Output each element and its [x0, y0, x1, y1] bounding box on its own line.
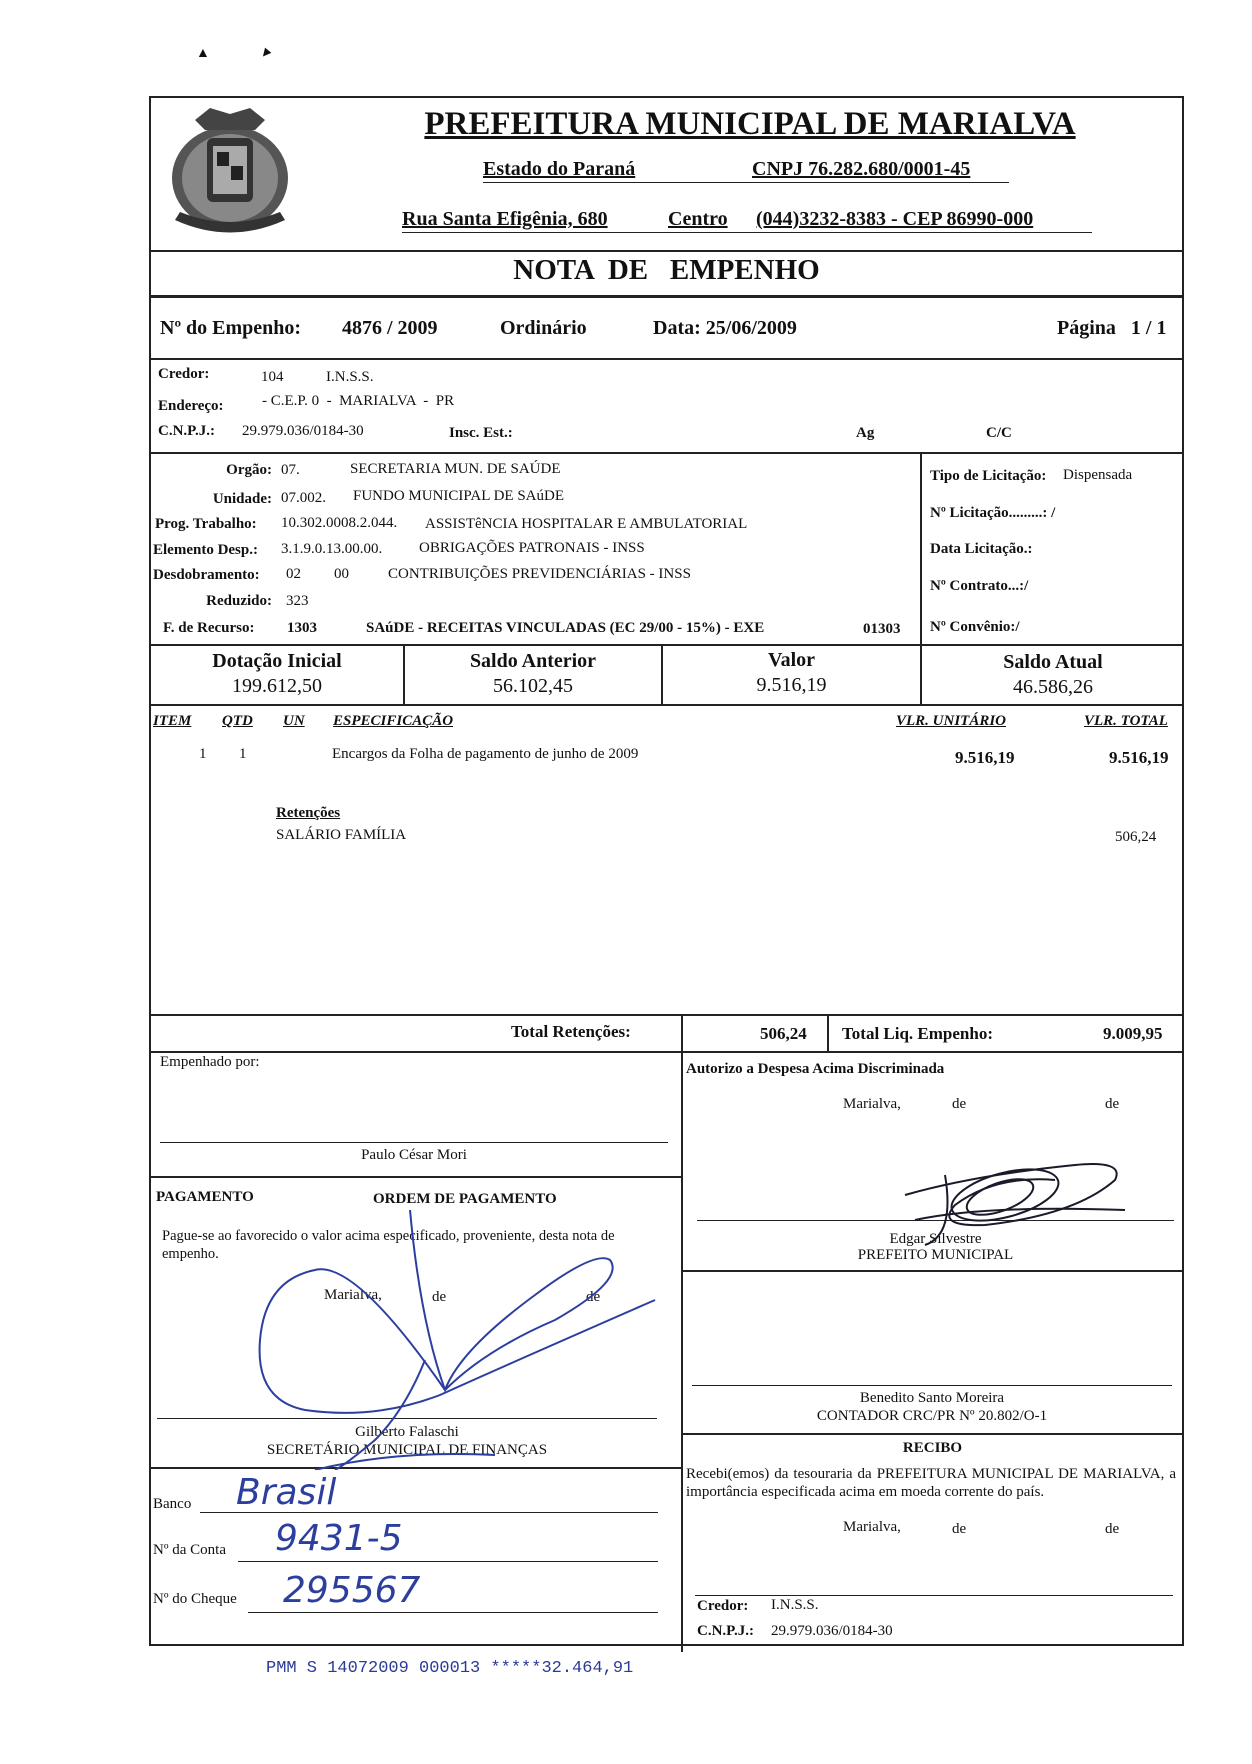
contador-title: CONTADOR CRC/PR Nº 20.802/O-1 — [816, 1408, 1048, 1424]
signature-line — [692, 1385, 1172, 1386]
signature-line — [160, 1142, 668, 1143]
fonte-desc: SAúDE - RECEITAS VINCULADAS (EC 29/00 - 15%) - EXE — [366, 620, 765, 636]
divider — [149, 1051, 1184, 1053]
endereco-label: Endereço: — [158, 398, 224, 414]
saldo-atual-value: 46.586,26 — [1013, 676, 1093, 698]
divider — [681, 1270, 1184, 1272]
tipo-licitacao-label: Tipo de Licitação: — [930, 468, 1047, 484]
valor-value: 9.516,19 — [756, 674, 827, 696]
data-licitacao: Data Licitação.: — [930, 541, 1033, 557]
recibo-text: Recebi(emos) da tesouraria da PREFEITURA MUNICIPAL DE MARIALVA, a importância especificada acima em moeda corrente do país. — [686, 1466, 1176, 1500]
divider — [681, 1433, 1184, 1435]
divider — [149, 1176, 681, 1178]
reduzido-value: 323 — [286, 593, 309, 609]
address: Rua Santa Efigênia, 680 — [402, 208, 608, 230]
divider — [149, 452, 1184, 454]
saldo-anterior-value: 56.102,45 — [493, 675, 573, 697]
col-especificacao-header: ESPECIFICAÇÃO — [333, 713, 454, 729]
prefeito-name: Edgar Silvestre — [889, 1231, 982, 1247]
autorizo-city: Marialva, — [843, 1096, 901, 1112]
desdobramento-desc: CONTRIBUIÇÕES PREVIDENCIÁRIAS - INSS — [388, 566, 691, 582]
empenhado-por-label: Empenhado por: — [160, 1054, 260, 1070]
conta-label: Nº da Conta — [153, 1542, 226, 1558]
prog-desc: ASSISTêNCIA HOSPITALAR E AMBULATORIAL — [425, 516, 748, 532]
payment-stamp: PMM S 14072009 000013 *****32.464,91 — [266, 1659, 634, 1678]
desdobramento-code: 02 — [286, 566, 301, 582]
recibo-city: Marialva, — [843, 1519, 901, 1535]
divider — [149, 295, 1184, 298]
endereco-value: - C.E.P. 0 - MARIALVA - PR — [262, 393, 455, 409]
credor-label: Credor: — [158, 366, 210, 382]
col-qtd-header: QTD — [222, 713, 253, 729]
retencao-description: SALÁRIO FAMÍLIA — [276, 827, 407, 843]
elemento-desc: OBRIGAÇÕES PATRONAIS - INSS — [419, 540, 645, 556]
empenho-type: Ordinário — [500, 317, 587, 339]
valor-label: Valor — [767, 649, 816, 671]
municipal-coat-of-arms — [155, 100, 305, 250]
prefeito-signature — [895, 1135, 1140, 1255]
recibo-credor-label: Credor: — [697, 1598, 749, 1614]
secretario-title: SECRETÁRIO MUNICIPAL DE FINANÇAS — [266, 1442, 548, 1458]
recibo-credor-value: I.N.S.S. — [771, 1597, 819, 1613]
municipality-title: PREFEITURA MUNICIPAL DE MARIALVA — [424, 106, 1076, 142]
empenho-label: Nº do Empenho: — [160, 317, 302, 339]
orgao-code: 07. — [281, 462, 300, 478]
divider — [149, 358, 1184, 360]
item-description: Encargos da Folha de pagamento de junho de 2009 — [332, 746, 639, 762]
pagamento-de-2: de — [586, 1289, 601, 1305]
col-un-header: UN — [283, 713, 305, 729]
cheque-line — [248, 1612, 658, 1613]
dotacao-label: Dotação Inicial — [212, 650, 342, 672]
divider — [920, 452, 922, 644]
insc-label: Insc. Est.: — [449, 425, 513, 441]
numero-licitacao: Nº Licitação.........: / — [930, 505, 1056, 521]
underline — [402, 232, 1092, 233]
fonte-label: F. de Recurso: — [163, 620, 255, 636]
empenho-number: 4876 / 2009 — [342, 317, 438, 339]
elemento-code: 3.1.9.0.13.00.00. — [281, 541, 383, 557]
scan-speck: ▲ — [196, 46, 210, 61]
document-title: NOTA DE EMPENHO — [513, 254, 820, 286]
page-number: Página 1 / 1 — [1057, 317, 1167, 339]
district: Centro — [668, 208, 728, 230]
fonte-number: 01303 — [863, 621, 901, 637]
orgao-desc: SECRETARIA MUN. DE SAÚDE — [350, 461, 561, 477]
total-retencoes-value: 506,24 — [760, 1024, 807, 1043]
empenho-date: Data: 25/06/2009 — [653, 317, 797, 339]
unidade-label: Unidade: — [212, 491, 272, 507]
autorizo-de-2: de — [1105, 1096, 1120, 1112]
divider — [149, 250, 1184, 252]
recibo-cnpj-label: C.N.P.J.: — [697, 1623, 754, 1639]
underline — [483, 182, 1009, 183]
divider — [827, 1014, 829, 1051]
col-item-header: ITEM — [153, 713, 192, 729]
total-retencoes-label: Total Retenções: — [511, 1022, 631, 1041]
item-total-value: 9.516,19 — [1109, 748, 1169, 767]
cheque-handwritten: 295567 — [283, 1570, 421, 1611]
divider — [149, 704, 1184, 706]
secretario-name: Gilberto Falaschi — [355, 1424, 459, 1440]
ag-label: Ag — [856, 425, 875, 441]
credor-name: I.N.S.S. — [326, 369, 374, 385]
contador-name: Benedito Santo Moreira — [859, 1390, 1005, 1406]
col-vlr-unitario-header: VLR. UNITÁRIO — [896, 713, 1007, 729]
pagamento-city: Marialva, — [324, 1287, 382, 1303]
recibo-de-1: de — [952, 1521, 967, 1537]
pagamento-de-1: de — [432, 1289, 447, 1305]
saldo-anterior-label: Saldo Anterior — [469, 650, 597, 672]
total-liquido-value: 9.009,95 — [1103, 1024, 1163, 1043]
numero-contrato: Nº Contrato...:/ — [930, 578, 1029, 594]
autorizo-de-1: de — [952, 1096, 967, 1112]
elemento-label: Elemento Desp.: — [153, 542, 258, 558]
saldo-atual-label: Saldo Atual — [1003, 651, 1103, 673]
recibo-cnpj-value: 29.979.036/0184-30 — [771, 1623, 893, 1639]
reduzido-label: Reduzido: — [206, 593, 272, 609]
banco-handwritten: Brasil — [236, 1472, 337, 1513]
divider — [149, 1014, 1184, 1016]
numero-convenio: Nº Convênio:/ — [930, 619, 1020, 635]
prog-code: 10.302.0008.2.044. — [281, 515, 398, 531]
desdobramento-label: Desdobramento: — [153, 567, 260, 583]
col-vlr-total-header: VLR. TOTAL — [1084, 713, 1168, 729]
ordem-pagamento-title: ORDEM DE PAGAMENTO — [373, 1191, 557, 1207]
tipo-licitacao-value: Dispensada — [1063, 467, 1133, 483]
signature-line — [695, 1595, 1173, 1596]
cnpj-label: C.N.P.J.: — [158, 423, 215, 439]
item-unit-value: 9.516,19 — [955, 748, 1015, 767]
conta-handwritten: 9431-5 — [275, 1518, 403, 1559]
prefeito-title: PREFEITO MUNICIPAL — [857, 1247, 1014, 1263]
cc-label: C/C — [986, 425, 1012, 441]
fonte-code: 1303 — [287, 620, 317, 636]
empenhado-por-name: Paulo César Mori — [361, 1147, 467, 1163]
recibo-title: RECIBO — [902, 1440, 963, 1456]
prog-label: Prog. Trabalho: — [155, 516, 257, 532]
total-liquido-label: Total Liq. Empenho: — [842, 1024, 993, 1043]
phone-cep: (044)3232-8383 - CEP 86990-000 — [756, 208, 1034, 230]
state-name: Estado do Paraná — [483, 158, 636, 180]
scan-speck: ▼ — [255, 43, 276, 64]
dotacao-value: 199.612,50 — [232, 675, 322, 697]
secretario-signature — [255, 1200, 665, 1470]
orgao-label: Orgão: — [226, 462, 272, 478]
retencao-value: 506,24 — [1115, 829, 1157, 845]
desdobramento-sub: 00 — [334, 566, 349, 582]
autorizo-text: Autorizo a Despesa Acima Discriminada — [686, 1061, 945, 1077]
credor-code: 104 — [261, 369, 284, 385]
pagamento-text: Pague-se ao favorecido o valor acima especificado, proveniente, desta nota de empenho. — [162, 1228, 615, 1262]
conta-line — [238, 1561, 658, 1562]
divider — [149, 644, 1184, 646]
cnpj-value: 29.979.036/0184-30 — [242, 423, 364, 439]
cheque-label: Nº do Cheque — [153, 1591, 237, 1607]
banco-label: Banco — [153, 1496, 192, 1512]
pagamento-label: PAGAMENTO — [156, 1189, 254, 1205]
unidade-code: 07.002. — [281, 490, 326, 506]
unidade-desc: FUNDO MUNICIPAL DE SAúDE — [353, 488, 564, 504]
item-qtd: 1 — [239, 746, 247, 762]
item-number: 1 — [199, 746, 207, 762]
retencoes-label: Retenções — [276, 805, 341, 821]
divider — [681, 1014, 683, 1652]
recibo-de-2: de — [1105, 1521, 1120, 1537]
municipality-cnpj: CNPJ 76.282.680/0001-45 — [752, 158, 971, 180]
